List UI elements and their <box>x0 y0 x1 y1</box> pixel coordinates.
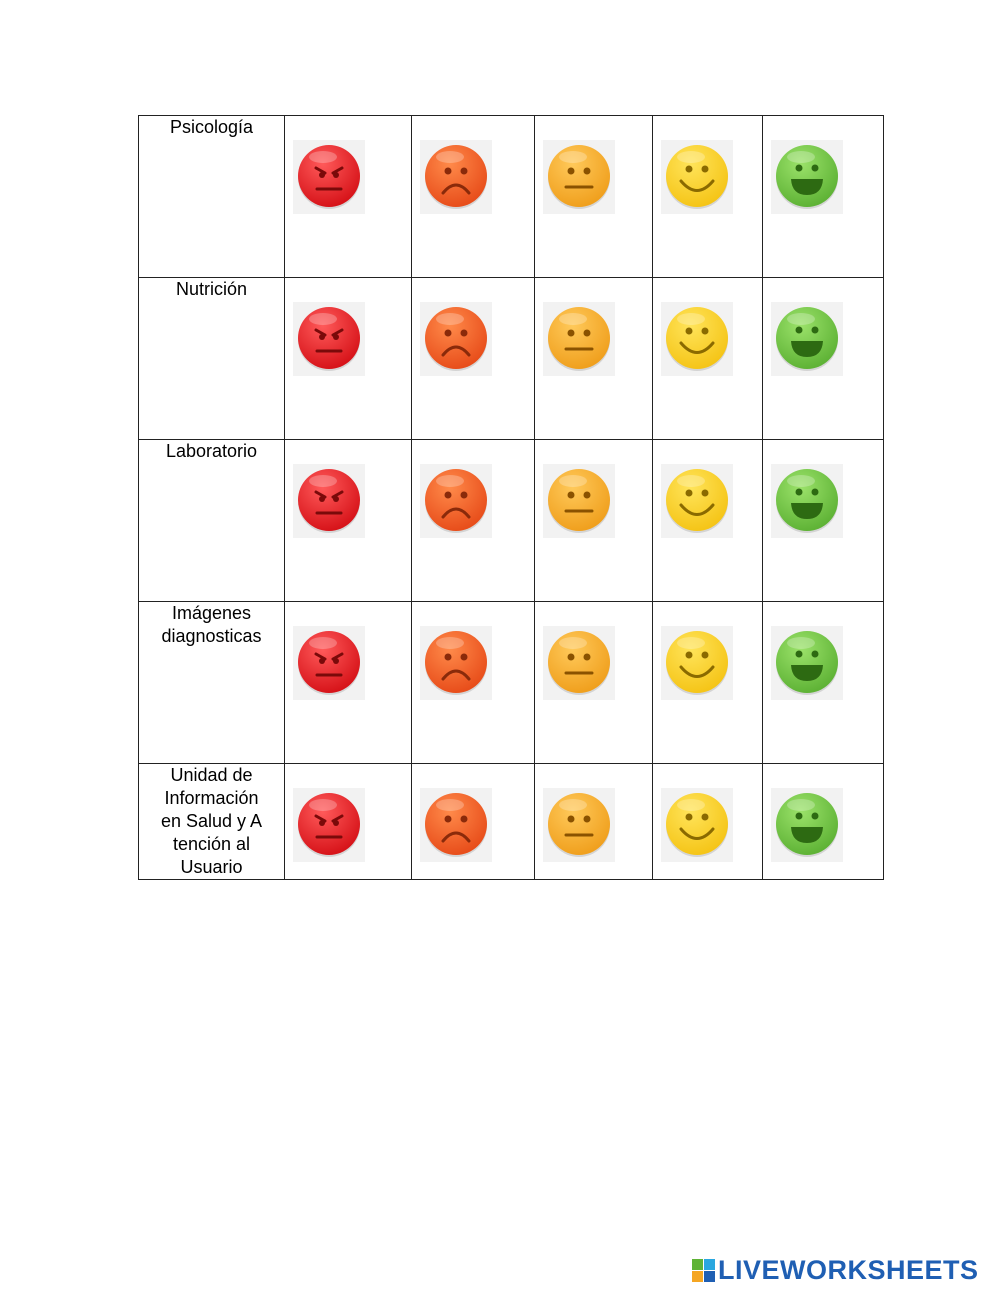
smiling-face-icon[interactable] <box>661 788 733 862</box>
smiling-face-icon[interactable] <box>661 626 733 700</box>
rating-cell[interactable] <box>412 602 535 764</box>
neutral-face-icon[interactable] <box>543 788 615 862</box>
service-label-cell <box>139 764 285 880</box>
rating-cell[interactable] <box>535 278 653 440</box>
rating-cell[interactable] <box>653 278 763 440</box>
rating-cell[interactable] <box>763 440 884 602</box>
table-row <box>139 602 884 764</box>
sad-face-icon[interactable] <box>420 302 492 376</box>
table-row <box>139 116 884 278</box>
smiling-face-icon[interactable] <box>661 464 733 538</box>
service-label: Unidad de Información en Salud y A tención al Usuario <box>160 765 263 877</box>
rating-cell[interactable] <box>285 278 412 440</box>
rating-table <box>138 115 884 880</box>
service-label: Imágenes diagnosticas <box>161 603 262 646</box>
liveworksheets-logo <box>692 1255 979 1285</box>
rating-cell[interactable] <box>653 116 763 278</box>
service-label-cell <box>139 602 285 764</box>
grinning-face-icon[interactable] <box>771 788 843 862</box>
service-label: Psicología <box>169 117 254 137</box>
angry-face-icon[interactable] <box>293 788 365 862</box>
rating-cell[interactable] <box>763 764 884 880</box>
service-label: Nutrición <box>175 279 248 299</box>
grinning-face-icon[interactable] <box>771 464 843 538</box>
rating-cell[interactable] <box>535 602 653 764</box>
angry-face-icon[interactable] <box>293 464 365 538</box>
rating-cell[interactable] <box>535 116 653 278</box>
angry-face-icon[interactable] <box>293 140 365 214</box>
table-row <box>139 764 884 880</box>
rating-cell[interactable] <box>763 278 884 440</box>
rating-cell[interactable] <box>763 602 884 764</box>
rating-cell[interactable] <box>285 440 412 602</box>
rating-cell[interactable] <box>412 764 535 880</box>
rating-cell[interactable] <box>763 116 884 278</box>
smiling-face-icon[interactable] <box>661 302 733 376</box>
neutral-face-icon[interactable] <box>543 302 615 376</box>
table-row <box>139 440 884 602</box>
neutral-face-icon[interactable] <box>543 140 615 214</box>
angry-face-icon[interactable] <box>293 302 365 376</box>
grinning-face-icon[interactable] <box>771 302 843 376</box>
rating-cell[interactable] <box>285 764 412 880</box>
liveworksheets-logo-mark <box>692 1259 715 1282</box>
sad-face-icon[interactable] <box>420 626 492 700</box>
rating-cell[interactable] <box>412 116 535 278</box>
rating-cell[interactable] <box>535 440 653 602</box>
smiling-face-icon[interactable] <box>661 140 733 214</box>
sad-face-icon[interactable] <box>420 788 492 862</box>
rating-cell[interactable] <box>412 278 535 440</box>
angry-face-icon[interactable] <box>293 626 365 700</box>
rating-cell[interactable] <box>285 602 412 764</box>
neutral-face-icon[interactable] <box>543 626 615 700</box>
rating-cell[interactable] <box>412 440 535 602</box>
service-label-cell <box>139 278 285 440</box>
service-label-cell <box>139 116 285 278</box>
sad-face-icon[interactable] <box>420 464 492 538</box>
rating-cell[interactable] <box>535 764 653 880</box>
service-label-cell <box>139 440 285 602</box>
table-row <box>139 278 884 440</box>
rating-cell[interactable] <box>653 440 763 602</box>
rating-cell[interactable] <box>653 764 763 880</box>
grinning-face-icon[interactable] <box>771 140 843 214</box>
sad-face-icon[interactable] <box>420 140 492 214</box>
neutral-face-icon[interactable] <box>543 464 615 538</box>
logo-text: LIVEWORKSHEETS <box>718 1254 979 1285</box>
rating-cell[interactable] <box>285 116 412 278</box>
rating-table-body <box>139 116 884 880</box>
grinning-face-icon[interactable] <box>771 626 843 700</box>
service-label: Laboratorio <box>165 441 258 461</box>
rating-cell[interactable] <box>653 602 763 764</box>
